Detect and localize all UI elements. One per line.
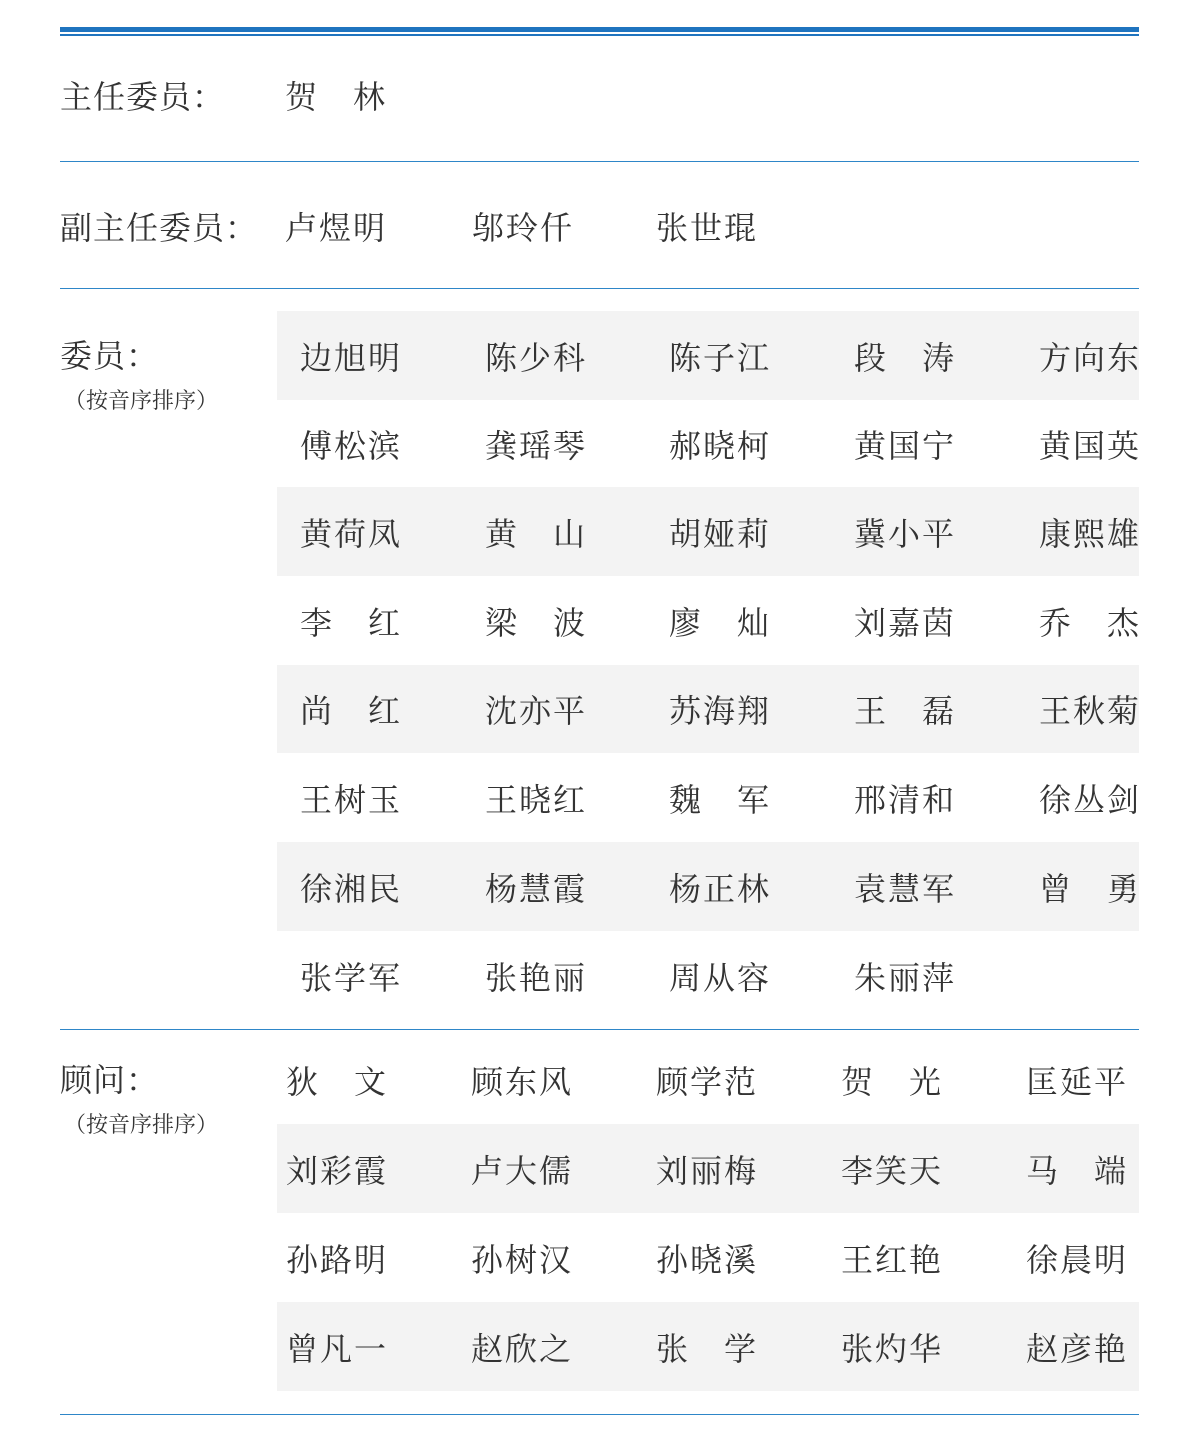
members-row: [277, 576, 1142, 665]
advisors-row: [277, 1213, 1139, 1302]
member-name: 乔 杰: [1039, 603, 1142, 642]
vice-chair-name: 张世琨: [656, 209, 759, 247]
top-rule-thin: [60, 34, 1139, 36]
member-name: 徐湘民: [300, 869, 403, 908]
section-divider: [60, 1029, 1139, 1030]
advisors-row: [277, 1124, 1139, 1213]
advisors-row: [277, 1035, 1139, 1124]
advisor-name: 匡延平: [1026, 1062, 1129, 1101]
member-name: 胡娅莉: [669, 514, 772, 553]
member-name: 廖 灿: [669, 603, 772, 642]
member-name: 王晓红: [485, 780, 588, 819]
member-name: 王树玉: [300, 780, 403, 819]
advisor-name: 赵彦艳: [1026, 1329, 1129, 1368]
bottom-divider: [60, 1414, 1139, 1415]
members-row: [277, 311, 1142, 400]
advisor-name: 马 端: [1026, 1151, 1129, 1190]
advisor-name: 张灼华: [841, 1329, 944, 1368]
member-name: 王秋菊: [1039, 692, 1142, 730]
members-row: [277, 842, 1142, 931]
advisors-sort-note: （按音序排序）: [64, 1113, 219, 1138]
advisor-name: 赵欣之: [471, 1329, 574, 1368]
advisor-name: 刘丽梅: [656, 1151, 759, 1190]
members-row: [277, 931, 1139, 1021]
member-name: 杨慧霞: [485, 869, 588, 908]
advisor-name: 张 学: [656, 1329, 759, 1368]
member-name: 冀小平: [854, 514, 957, 553]
member-name: 段 涛: [854, 338, 957, 377]
member-name: 朱丽萍: [854, 959, 957, 997]
member-name: 曾 勇: [1039, 869, 1142, 908]
member-name: 边旭明: [300, 338, 403, 377]
members-grid: [277, 311, 1142, 1021]
advisor-name: 孙树汉: [471, 1240, 574, 1279]
chair-label: 主任委员：: [60, 78, 226, 116]
members-row: [277, 665, 1142, 753]
members-sort-note: （按音序排序）: [64, 389, 219, 414]
members-row: [277, 487, 1142, 576]
member-name: 王 磊: [854, 692, 957, 730]
advisor-name: 李笑天: [841, 1151, 944, 1190]
top-rule: [60, 27, 1139, 32]
member-name: 梁 波: [485, 603, 588, 642]
member-name: 黄荷凤: [300, 514, 403, 553]
members-label: 委员：: [60, 337, 160, 375]
member-name: 杨正林: [669, 869, 772, 908]
advisor-name: 王红艳: [841, 1240, 944, 1279]
advisor-name: 顾东风: [471, 1062, 574, 1101]
member-name: 康熙雄: [1039, 514, 1142, 553]
advisor-name: 曾凡一: [286, 1329, 389, 1368]
member-name: 李 红: [300, 603, 403, 642]
advisor-name: 顾学范: [656, 1062, 759, 1101]
members-row: [277, 400, 1142, 487]
members-row: [277, 753, 1142, 842]
section-divider: [60, 161, 1139, 162]
advisor-name: 孙晓溪: [656, 1240, 759, 1279]
member-name: 陈少科: [485, 338, 588, 377]
advisors-row: [277, 1302, 1139, 1391]
vice-chair-name: 卢煜明: [285, 209, 388, 247]
member-name: 张学军: [300, 959, 403, 997]
member-name: 龚瑶琴: [485, 426, 588, 465]
member-name: 沈亦平: [485, 692, 588, 730]
member-name: 魏 军: [669, 780, 772, 819]
member-name: 陈子江: [669, 338, 772, 377]
member-name: 黄 山: [485, 514, 588, 553]
advisor-name: 卢大儒: [471, 1151, 574, 1190]
member-name: 方向东: [1039, 338, 1142, 377]
vice-chair-name: 邬玲仟: [472, 209, 575, 247]
vice-chair-label: 副主任委员：: [60, 209, 259, 247]
member-name: 张艳丽: [485, 959, 588, 997]
advisor-name: 徐晨明: [1026, 1240, 1129, 1279]
advisors-grid: [277, 1035, 1139, 1391]
member-name: 刘嘉茵: [854, 603, 957, 642]
member-name: 邢清和: [854, 780, 957, 819]
chair-name: 贺 林: [285, 78, 388, 116]
advisor-name: 孙路明: [286, 1240, 389, 1279]
member-name: 徐丛剑: [1039, 780, 1142, 819]
advisor-name: 狄 文: [286, 1062, 389, 1101]
advisors-label: 顾问：: [60, 1061, 160, 1099]
section-divider: [60, 288, 1139, 289]
advisor-name: 贺 光: [841, 1062, 944, 1101]
member-name: 周从容: [669, 959, 772, 997]
member-name: 苏海翔: [669, 692, 772, 730]
member-name: 郝晓柯: [669, 426, 772, 465]
member-name: 尚 红: [300, 692, 403, 730]
member-name: 黄国英: [1039, 426, 1142, 465]
member-name: 袁慧军: [854, 869, 957, 908]
member-name: 傅松滨: [300, 426, 403, 465]
advisor-name: 刘彩霞: [286, 1151, 389, 1190]
member-name: 黄国宁: [854, 426, 957, 465]
